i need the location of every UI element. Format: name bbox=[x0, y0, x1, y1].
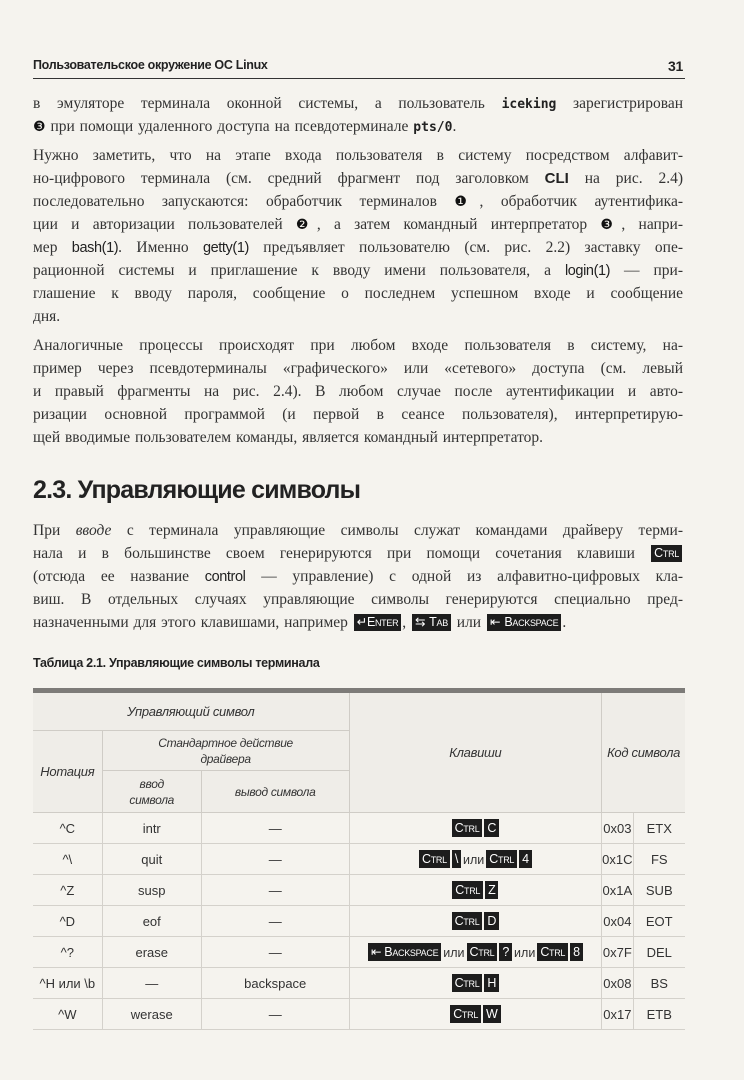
header-code: Код символа bbox=[602, 691, 685, 813]
keyboard-key: Z bbox=[485, 881, 498, 899]
cell-notation: ^? bbox=[33, 937, 102, 968]
text-run: . Именно bbox=[118, 239, 203, 256]
text-run: или bbox=[451, 614, 486, 631]
text-run: (отсюда ее название bbox=[33, 568, 205, 585]
cell-input: quit bbox=[102, 844, 201, 875]
header-output: вывод символа bbox=[201, 771, 349, 813]
text-line bbox=[33, 611, 683, 634]
keyboard-key: 8 bbox=[570, 943, 583, 961]
keyboard-key: ↵Enter bbox=[354, 614, 402, 631]
table-row bbox=[33, 844, 685, 875]
keyboard-key: Ctrl bbox=[450, 1005, 481, 1023]
cell-input: — bbox=[102, 968, 201, 999]
cell-notation: ^D bbox=[33, 906, 102, 937]
keyboard-key: ⇤ Backspace bbox=[368, 943, 441, 961]
cell-hex-code: 0x08 bbox=[602, 968, 633, 999]
page-number: 31 bbox=[668, 58, 683, 74]
text-run: но-цифрового терминала (см. средний фрагмент под заголовком bbox=[33, 170, 545, 187]
label-text: CLI bbox=[544, 170, 569, 187]
text-run: зарегистрирован bbox=[556, 95, 684, 112]
text-run: на рис. 2.4) bbox=[568, 170, 684, 187]
keyboard-key: 4 bbox=[519, 850, 532, 868]
cell-ascii-name: FS bbox=[633, 844, 685, 875]
text-line bbox=[33, 334, 683, 357]
text-line bbox=[33, 380, 683, 403]
callout-marker: ❶ bbox=[454, 194, 480, 210]
cell-hex-code: 0x7F bbox=[602, 937, 633, 968]
cell-input: werase bbox=[102, 999, 201, 1030]
keyboard-key: Ctrl bbox=[452, 974, 483, 992]
keyboard-key: D bbox=[484, 912, 499, 930]
cell-keys bbox=[349, 844, 602, 875]
cell-notation: ^C bbox=[33, 813, 102, 844]
cell-input: erase bbox=[102, 937, 201, 968]
keyboard-key: ? bbox=[499, 943, 512, 961]
separator-text: или bbox=[463, 853, 485, 867]
cell-output: — bbox=[201, 937, 349, 968]
cell-notation: ^\ bbox=[33, 844, 102, 875]
text-run: . bbox=[452, 118, 457, 135]
table-row bbox=[33, 906, 685, 937]
callout-marker: ❷ bbox=[295, 217, 317, 233]
cell-output: — bbox=[201, 999, 349, 1030]
header-keys: Клавиши bbox=[349, 691, 602, 813]
header-input: ввод символа bbox=[102, 771, 201, 813]
keyboard-key: Ctrl bbox=[537, 943, 568, 961]
separator-text: или bbox=[514, 946, 536, 960]
text-line bbox=[33, 542, 683, 565]
text-run: ризации основной программой (и первой в сеансе пользователя), интерпретирую- bbox=[33, 406, 683, 423]
text-run: предъявляет пользователю (см. рис. 2.2) заставку опе- bbox=[248, 239, 683, 256]
text-run: и правый фрагменты на рис. 2.4). В любом случае после аутентификации и авто- bbox=[33, 383, 683, 400]
cell-keys bbox=[349, 968, 602, 999]
cell-output: — bbox=[201, 875, 349, 906]
cell-input: intr bbox=[102, 813, 201, 844]
text-run: При bbox=[33, 522, 76, 539]
text-line bbox=[33, 236, 683, 259]
text-run: Нужно заметить, что на этапе входа пользователя в систему посредством алфавит- bbox=[33, 147, 683, 164]
command-name: bash(1) bbox=[71, 240, 119, 256]
table-row bbox=[33, 999, 685, 1030]
emphasis: вводе bbox=[75, 522, 112, 539]
text-run: виш. В отдельных случаях управляющие символы генерируются специально пред- bbox=[33, 591, 683, 608]
keyboard-key: Ctrl bbox=[419, 850, 450, 868]
table-caption: Таблица 2.1. Управляющие символы терминала bbox=[33, 656, 320, 670]
keyboard-key: Ctrl bbox=[452, 881, 483, 899]
text-run: мер bbox=[33, 239, 72, 256]
text-line bbox=[33, 305, 683, 328]
cell-keys bbox=[349, 999, 602, 1030]
control-symbols-table bbox=[33, 688, 685, 1030]
cell-ascii-name: BS bbox=[633, 968, 685, 999]
text-run: в эмуляторе терминала оконной системы, а пользователь bbox=[33, 95, 502, 112]
keyboard-key: Ctrl bbox=[467, 943, 498, 961]
cell-notation: ^W bbox=[33, 999, 102, 1030]
table-row bbox=[33, 875, 685, 906]
cell-keys bbox=[349, 906, 602, 937]
text-line bbox=[33, 92, 683, 115]
text-run: ции и авторизации пользователей bbox=[33, 216, 296, 233]
text-line bbox=[33, 167, 683, 190]
text-run: назначенными для этого клавишами, например bbox=[33, 614, 353, 631]
text-line bbox=[33, 282, 683, 305]
separator-text: или bbox=[443, 946, 465, 960]
cell-hex-code: 0x1A bbox=[602, 875, 633, 906]
text-line bbox=[33, 565, 683, 588]
table-row bbox=[33, 968, 685, 999]
keyboard-key: Ctrl bbox=[486, 850, 517, 868]
keyboard-key: C bbox=[484, 819, 499, 837]
keyboard-key: ⇤ Backspace bbox=[487, 614, 561, 631]
running-header bbox=[33, 58, 685, 79]
cell-output: — bbox=[201, 813, 349, 844]
paragraph bbox=[33, 144, 683, 328]
text-run: при помощи удаленного доступа на псевдотерминале bbox=[45, 118, 414, 135]
cell-keys bbox=[349, 813, 602, 844]
cell-ascii-name: ETX bbox=[633, 813, 685, 844]
keyboard-key: Ctrl bbox=[452, 912, 483, 930]
cell-keys bbox=[349, 937, 602, 968]
text-run: щей вводимые пользователем команды, является командный интерпретатор. bbox=[33, 429, 544, 446]
cell-hex-code: 0x03 bbox=[602, 813, 633, 844]
text-run: с терминала управляющие символы служат командами драйверу терми- bbox=[111, 522, 683, 539]
cell-hex-code: 0x17 bbox=[602, 999, 633, 1030]
text-run: , а затем командный интерпретатор bbox=[316, 216, 601, 233]
text-line bbox=[33, 115, 683, 138]
text-run: — при- bbox=[610, 262, 683, 279]
text-line bbox=[33, 403, 683, 426]
code-text: iceking bbox=[501, 97, 557, 112]
cell-hex-code: 0x1C bbox=[602, 844, 633, 875]
code-text: pts/0 bbox=[413, 120, 453, 135]
cell-notation: ^H или \b bbox=[33, 968, 102, 999]
text-run: дня. bbox=[33, 308, 61, 325]
text-run: пример через псевдотерминалы «графического» или «сетевого» доступа (см. левый bbox=[33, 360, 683, 377]
text-run: глашение к вводу пароля, сообщение о последнем успешном входе и сообщение bbox=[33, 285, 683, 302]
cell-keys bbox=[349, 875, 602, 906]
cell-notation: ^Z bbox=[33, 875, 102, 906]
text-line bbox=[33, 259, 683, 282]
cell-ascii-name: ETB bbox=[633, 999, 685, 1030]
text-line bbox=[33, 588, 683, 611]
command-name: control bbox=[204, 569, 246, 585]
header-driver-action: Стандартное действие драйвера bbox=[102, 731, 349, 771]
text-run: . bbox=[562, 614, 567, 631]
keyboard-key: ⇆ Tab bbox=[412, 614, 451, 631]
text-run: Аналогичные процессы происходят при любом входе пользователя в систему, на- bbox=[33, 337, 683, 354]
keyboard-key: Ctrl bbox=[651, 545, 682, 562]
running-header-title: Пользовательское окружение ОС Linux bbox=[33, 58, 268, 72]
keyboard-key: \ bbox=[452, 850, 461, 868]
cell-input: susp bbox=[102, 875, 201, 906]
text-run: , обработчик аутентифика- bbox=[479, 193, 683, 210]
cell-output: — bbox=[201, 906, 349, 937]
cell-hex-code: 0x04 bbox=[602, 906, 633, 937]
table-row bbox=[33, 937, 685, 968]
paragraph bbox=[33, 92, 683, 138]
text-run: — управление) с одной из алфавитно-цифровых кла- bbox=[245, 568, 683, 585]
keyboard-key: W bbox=[483, 1005, 501, 1023]
table-row bbox=[33, 813, 685, 844]
cell-output: backspace bbox=[201, 968, 349, 999]
text-run: , bbox=[402, 614, 412, 631]
cell-ascii-name: SUB bbox=[633, 875, 685, 906]
cell-ascii-name: DEL bbox=[633, 937, 685, 968]
keyboard-key: H bbox=[484, 974, 499, 992]
header-control-symbol: Управляющий символ bbox=[33, 691, 349, 731]
section-heading: 2.3. Управляющие символы bbox=[33, 476, 361, 504]
cell-input: eof bbox=[102, 906, 201, 937]
text-line bbox=[33, 213, 683, 236]
text-run: последовательно запускаются: обработчик терминалов bbox=[33, 193, 455, 210]
header-notation: Нотация bbox=[33, 731, 102, 813]
cell-output: — bbox=[201, 844, 349, 875]
text-run: , напри- bbox=[621, 216, 683, 233]
text-line bbox=[33, 144, 683, 167]
command-name: login(1) bbox=[564, 263, 611, 279]
cell-ascii-name: EOT bbox=[633, 906, 685, 937]
paragraph bbox=[33, 334, 683, 449]
paragraph bbox=[33, 519, 683, 634]
callout-marker: ❸ bbox=[33, 119, 46, 135]
command-name: getty(1) bbox=[202, 240, 249, 256]
callout-marker: ❸ bbox=[600, 217, 622, 233]
keyboard-key: Ctrl bbox=[452, 819, 483, 837]
text-line bbox=[33, 426, 683, 449]
text-line bbox=[33, 357, 683, 380]
text-run: нала и в большинстве своем генерируются при помощи сочетания клавиши bbox=[33, 545, 651, 562]
text-run: рационной системы и приглашение к вводу имени пользователя, а bbox=[33, 262, 565, 279]
text-line bbox=[33, 190, 683, 213]
text-line bbox=[33, 519, 683, 542]
